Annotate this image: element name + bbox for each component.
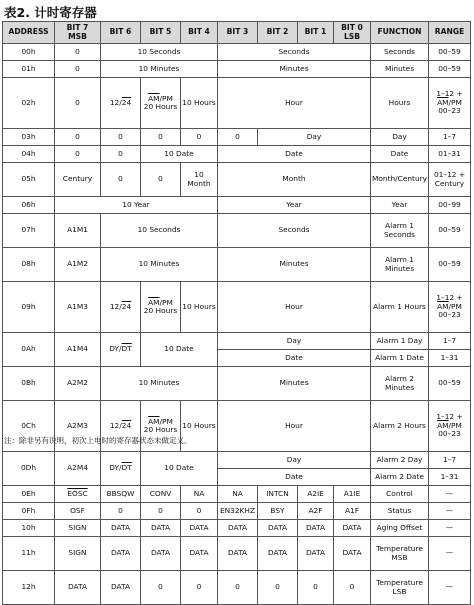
table-cell: 0Ah [3,333,55,367]
table-cell: $\overline{AM}/PM$ 20 Hours [141,78,181,129]
table-cell: BSY [258,503,298,520]
table-cell: 11h [3,537,55,571]
table-cell: DATA [258,520,298,537]
table-cell: 09h [3,282,55,333]
table-cell: 0 [141,129,181,146]
table-cell: $1-12 + \overline{AM}/PM$ 00–23 [429,78,471,129]
table-cell: 10 Seconds [101,214,218,248]
table-cell: 12/24 [101,282,141,333]
table-cell: 0Ch [3,401,55,452]
table-cell: Status [371,503,429,520]
table-cell: DATA [258,537,298,571]
table-cell: — [429,503,471,520]
table-cell: 10 Date [141,333,218,367]
table-cell: Alarm 2 Day [371,452,429,469]
table-cell: 01–31 [429,146,471,163]
table-row [3,537,471,571]
table-cell: 10 Hours [181,282,218,333]
table-cell: Year [371,197,429,214]
table-cell: A1M4 [55,333,101,367]
table-cell: DATA [101,537,141,571]
table-cell: A2F [298,503,334,520]
table-cell: 00–99 [429,197,471,214]
header-bit1: BIT 1 [298,22,334,44]
table-cell: DATA [55,571,101,605]
table-cell [55,486,101,503]
table-cell: A1M1 [55,214,101,248]
table-cell: Hour [218,78,371,129]
table-row [3,214,471,248]
table-cell: — [429,537,471,571]
table-cell: 05h [3,163,55,197]
table-cell: Date [218,350,371,367]
overline-text: $\overline{AM}$ [148,416,160,426]
table-cell: Date [371,146,429,163]
table-cell: 10 Seconds [101,44,218,61]
header-bit2: BIT 2 [258,22,298,44]
table-cell: $1-12 + \overline{AM}/PM$ 00–23 [429,401,471,452]
table-cell: Temperature MSB [371,537,429,571]
overline-text: $\overline{AM}$ [437,97,449,107]
table-cell: Alarm 1 Seconds [371,214,429,248]
table-row [3,452,471,469]
table-cell: 10h [3,520,55,537]
overline-text: $\overline{DT}$ [121,463,132,473]
table-cell: 00–59 [429,61,471,78]
table-cell: DATA [181,520,218,537]
table-cell: $\overline{AM}/PM$ 20 Hours [141,282,181,333]
table-cell: 10 Date [141,452,218,486]
table-cell: 0 [55,61,101,78]
table-cell: DATA [181,537,218,571]
table-cell: $1-12 + \overline{AM}/PM$ 00–23 [429,282,471,333]
table-cell: 0 [218,571,258,605]
table-cell: 10 Minutes [101,61,218,78]
table-cell: 12h [3,571,55,605]
table-row [3,78,471,129]
table-cell: 06h [3,197,55,214]
table-cell: 07h [3,214,55,248]
table-cell: Day [218,333,371,350]
table-cell: $DY/\overline{DT}$ [101,452,141,486]
table-cell: 01–12 + Century [429,163,471,197]
header-bit6: BIT 6 [101,22,141,44]
table-cell: Date [218,469,371,486]
table-row [3,571,471,605]
table-cell: DATA [298,537,334,571]
register-rows [3,44,471,605]
table-cell: 0 [258,571,298,605]
table-cell: Month [218,163,371,197]
table-cell: A2M2 [55,367,101,401]
table-cell: NA [181,486,218,503]
header-function: FUNCTION [371,22,429,44]
table-cell: 10 Minutes [101,367,218,401]
table-title: 表2. 计时寄存器 [4,5,97,20]
table-cell: SIGN [55,537,101,571]
table-cell: Date [218,146,371,163]
table-cell: 10 Year [55,197,218,214]
header-bit7: BIT 7 MSB [55,22,101,44]
table-cell: 12/24 [101,401,141,452]
table-cell: DATA [334,537,371,571]
table-cell: Minutes [218,248,371,282]
table-cell: Century [55,163,101,197]
table-cell: BBSQW [101,486,141,503]
table-row [3,503,471,520]
table-cell: 0 [181,129,218,146]
table-cell: SIGN [55,520,101,537]
table-cell: Hours [371,78,429,129]
table-cell: A2M3 [55,401,101,452]
overline-text: $\overline{AM}$ [148,297,160,307]
table-cell: A1M2 [55,248,101,282]
table-cell: Day [218,452,371,469]
table-cell: Control [371,486,429,503]
table-cell: 00–59 [429,248,471,282]
overline-text: 24 [121,301,132,311]
table-cell: Seconds [218,214,371,248]
table-cell: Alarm 1 Date [371,350,429,367]
table-row [3,282,471,333]
table-cell: DATA [101,571,141,605]
table-cell: 02h [3,78,55,129]
table-row [3,61,471,78]
table-cell: 01h [3,61,55,78]
table-cell: A2IE [298,486,334,503]
table-cell: A1F [334,503,371,520]
table-cell: Alarm 2 Minutes [371,367,429,401]
table-cell: DATA [218,537,258,571]
table-cell: Day [371,129,429,146]
table-cell: 00h [3,44,55,61]
table-row [3,520,471,537]
table-cell: NA [218,486,258,503]
table-cell: 0 [55,44,101,61]
table-row [3,44,471,61]
header-bit5: BIT 5 [141,22,181,44]
table-cell: OSF [55,503,101,520]
table-row [3,197,471,214]
table-cell: 0 [55,129,101,146]
table-cell: Alarm 2 Hours [371,401,429,452]
table-row [3,248,471,282]
table-row [3,367,471,401]
table-cell: 10 Date [141,146,218,163]
table-cell: 0Fh [3,503,55,520]
header-bit4: BIT 4 [181,22,218,44]
table-cell: DATA [141,537,181,571]
timekeeping-registers-table [2,21,471,605]
table-cell: 0Eh [3,486,55,503]
table-cell: 0 [101,129,141,146]
header-address: ADDRESS [3,22,55,44]
table-cell: 1–7 [429,452,471,469]
table-row [3,129,471,146]
table-cell: — [429,486,471,503]
table-cell: 0 [55,146,101,163]
table-cell: 10 Hours [181,401,218,452]
table-cell: Seconds [371,44,429,61]
table-cell: 08h [3,248,55,282]
table-cell: 10 Hours [181,78,218,129]
table-cell: Minutes [371,61,429,78]
table-cell: 00–59 [429,367,471,401]
table-cell: 0 [55,78,101,129]
overline-text: 24 [121,420,132,430]
table-cell: DATA [334,520,371,537]
table-cell: DATA [141,520,181,537]
table-cell: 0 [298,571,334,605]
table-cell: Alarm 1 Minutes [371,248,429,282]
header-bit3: BIT 3 [218,22,258,44]
table-cell: 1–7 [429,129,471,146]
table-cell: — [429,520,471,537]
overline-text: $\overline{AM}$ [437,301,449,311]
table-cell: 03h [3,129,55,146]
table-cell: Aging Offset [371,520,429,537]
overline-text: EOSC [67,488,88,498]
table-cell: $DY/\overline{DT}$ [101,333,141,367]
table-cell: Alarm 1 Hours [371,282,429,333]
table-row [3,333,471,350]
table-cell: Alarm 1 Day [371,333,429,350]
header-bit0: BIT 0 LSB [334,22,371,44]
overline-text: $\overline{AM}$ [148,93,160,103]
table-cell: 04h [3,146,55,163]
table-cell: 0 [101,163,141,197]
table-cell: Month/Century [371,163,429,197]
table-cell: 00–59 [429,214,471,248]
table-cell: 10 Month [181,163,218,197]
footnote: 注：除非另有说明，初次上电时的寄存器状态未做定义。 [4,436,192,445]
table-cell: A1IE [334,486,371,503]
table-cell: 1–31 [429,350,471,367]
table-cell: $\overline{AM}/PM$ 20 Hours [141,401,181,452]
table-row [3,146,471,163]
table-cell: A2M4 [55,452,101,486]
table-cell: 0 [101,146,141,163]
header-range: RANGE [429,22,471,44]
table-cell: Seconds [218,44,371,61]
table-cell: INTCN [258,486,298,503]
table-cell: DATA [101,520,141,537]
table-cell: Alarm 2 Date [371,469,429,486]
table-cell: 0 [141,571,181,605]
table-cell: A1M3 [55,282,101,333]
overline-text: $\overline{DT}$ [121,344,132,354]
table-cell: 1–31 [429,469,471,486]
table-cell: 0 [181,503,218,520]
table-cell: 0Bh [3,367,55,401]
table-cell: Hour [218,282,371,333]
table-cell: 1–7 [429,333,471,350]
header-row [3,22,471,44]
table-cell: EN32KHZ [218,503,258,520]
table-cell: DATA [298,520,334,537]
table-cell: 0 [181,571,218,605]
table-cell: — [429,571,471,605]
overline-text: $\overline{AM}$ [437,420,449,430]
table-cell: 0 [101,503,141,520]
table-row [3,163,471,197]
table-cell: 0 [141,503,181,520]
table-cell: 0 [218,129,258,146]
table-cell: DATA [218,520,258,537]
table-cell: 0Dh [3,452,55,486]
table-cell: Hour [218,401,371,452]
table-cell: Temperature LSB [371,571,429,605]
table-cell: Year [218,197,371,214]
table-cell: CONV [141,486,181,503]
table-cell: Day [258,129,371,146]
table-cell: Minutes [218,61,371,78]
overline-text: 24 [121,97,132,107]
table-cell: 00–59 [429,44,471,61]
table-cell: 12/24 [101,78,141,129]
table-row [3,486,471,503]
table-cell: 10 Minutes [101,248,218,282]
table-cell: 0 [141,163,181,197]
table-cell: 0 [334,571,371,605]
table-cell: Minutes [218,367,371,401]
